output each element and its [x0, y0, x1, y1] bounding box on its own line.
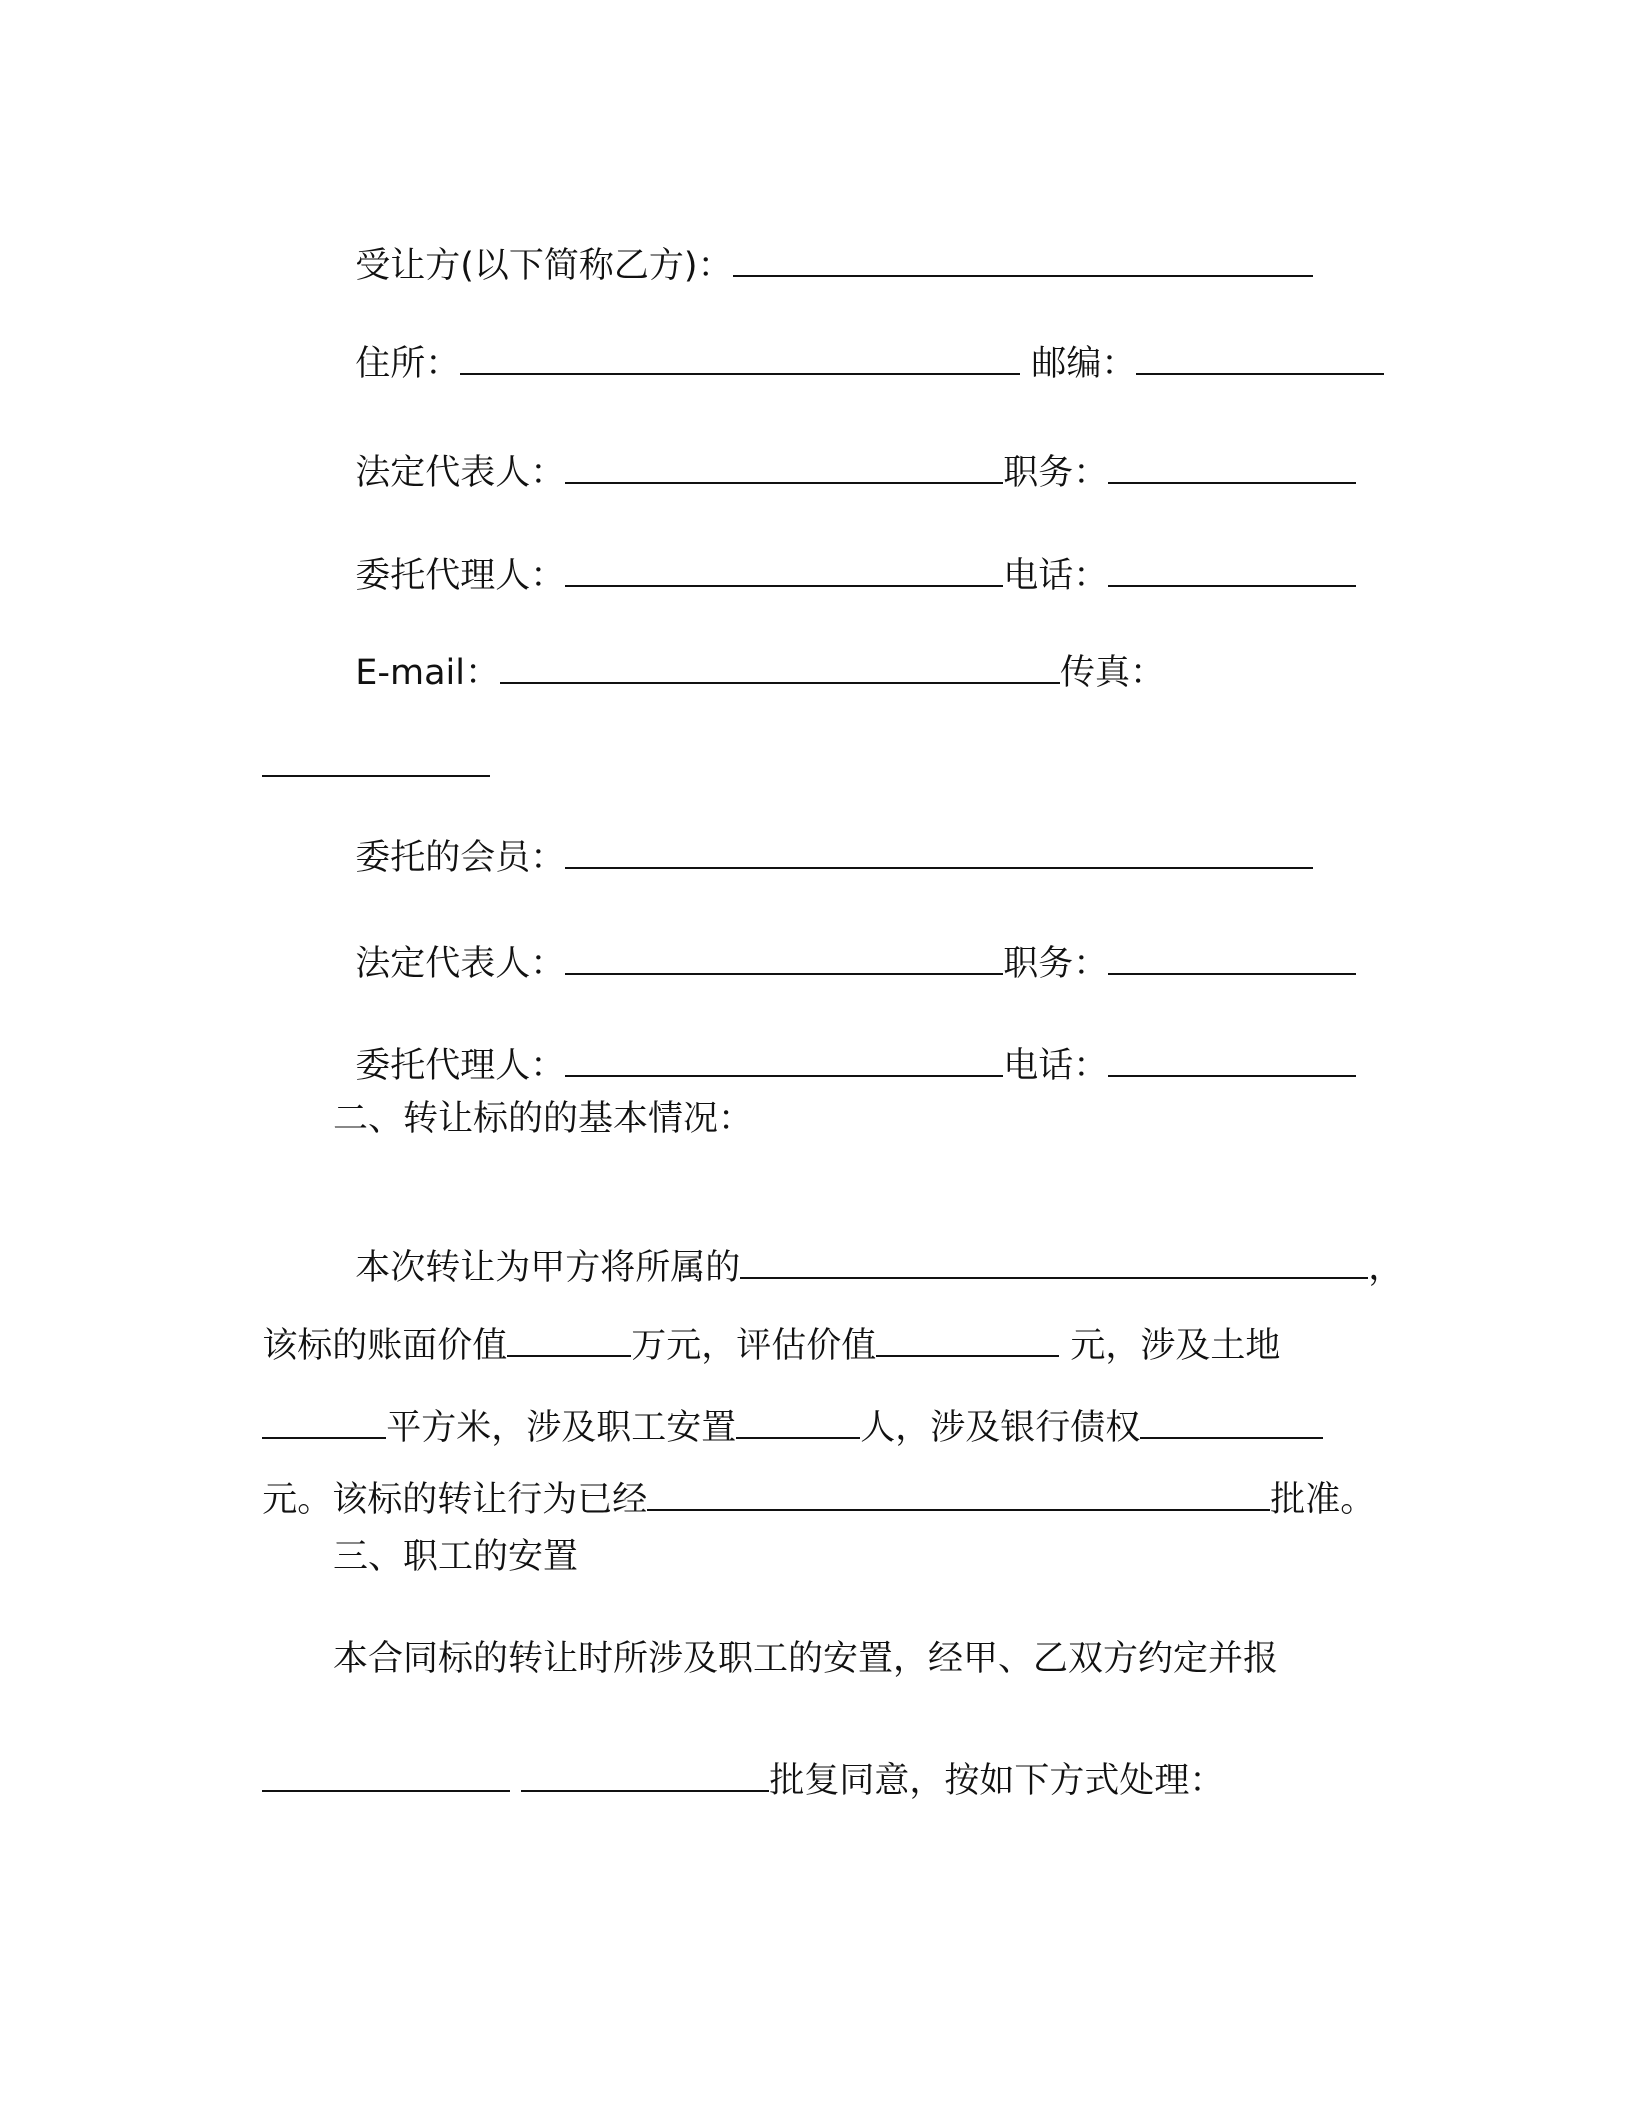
approval-label: 元。该标的转让行为已经 [262, 1480, 648, 1520]
staff-label: 平方米，涉及职工安置 [386, 1408, 737, 1448]
party-b-name-line [333, 200, 1313, 288]
member-label: 委托的会员： [355, 838, 566, 878]
section2-p4 [240, 1434, 1375, 1522]
member-line [333, 792, 1313, 880]
transfer-object-field[interactable] [740, 1247, 1368, 1279]
member-agent-line [333, 1000, 1356, 1088]
appraised-value-field[interactable] [876, 1325, 1059, 1357]
report-authority-field-2[interactable] [521, 1760, 769, 1792]
section2-p1 [333, 1202, 1403, 1290]
member-legal-rep-label: 法定代表人： [355, 944, 566, 984]
email-field[interactable] [500, 652, 1060, 684]
section2-p1-comma: ， [1368, 1248, 1404, 1288]
address-label: 住所： [355, 344, 461, 384]
legal-rep-line [333, 407, 1356, 495]
phone-label: 电话： [1003, 556, 1109, 596]
postcode-field[interactable] [1136, 343, 1384, 375]
section3-p1: 本合同标的转让时所涉及职工的安置，经甲、乙双方约定并报 [333, 1639, 1279, 1679]
land-label: 元，涉及土地 [1059, 1326, 1281, 1366]
email-label: E-mail： [355, 653, 500, 693]
section3-p2 [240, 1715, 1224, 1803]
bank-claim-label: 人，涉及银行债权 [860, 1408, 1141, 1448]
book-value-label: 该标的账面价值 [262, 1326, 508, 1366]
section3-p2-tail: 批复同意，按如下方式处理： [769, 1761, 1225, 1801]
member-position-field[interactable] [1108, 943, 1356, 975]
report-authority-field-1[interactable] [262, 1760, 510, 1792]
section2-p1-text: 本次转让为甲方将所属的 [355, 1248, 741, 1288]
member-legal-rep-line [333, 898, 1356, 986]
agent-line [333, 510, 1356, 598]
position-field[interactable] [1108, 452, 1356, 484]
party-b-name-field[interactable] [733, 245, 1313, 277]
section2-heading: 二、转让标的的基本情况： [333, 1099, 754, 1139]
party-b-name-label: 受让方(以下简称乙方)： [355, 246, 733, 286]
member-position-label: 职务： [1003, 944, 1109, 984]
address-line [333, 298, 1384, 386]
agent-field[interactable] [565, 555, 1003, 587]
position-label: 职务： [1003, 453, 1109, 493]
phone-field[interactable] [1108, 555, 1356, 587]
legal-rep-label: 法定代表人： [355, 453, 566, 493]
member-phone-label: 电话： [1003, 1046, 1109, 1086]
member-legal-rep-field[interactable] [565, 943, 1003, 975]
member-field[interactable] [565, 837, 1313, 869]
fax-field[interactable] [262, 745, 490, 777]
member-agent-label: 委托代理人： [355, 1046, 566, 1086]
email-line [333, 607, 1165, 695]
legal-rep-field[interactable] [565, 452, 1003, 484]
postcode-label: 邮编： [1031, 344, 1137, 384]
address-field[interactable] [460, 343, 1020, 375]
member-phone-field[interactable] [1108, 1045, 1356, 1077]
fax-label: 传真： [1060, 653, 1166, 693]
fax-line [240, 700, 490, 788]
appraised-value-label: 万元，评估价值 [631, 1326, 877, 1366]
agent-label: 委托代理人： [355, 556, 566, 596]
member-agent-field[interactable] [565, 1045, 1003, 1077]
section2-p2 [240, 1280, 1280, 1368]
section3-heading: 三、职工的安置 [333, 1537, 579, 1577]
approval-tail: 批准。 [1270, 1480, 1376, 1520]
book-value-field[interactable] [507, 1325, 631, 1357]
approval-authority-field[interactable] [647, 1479, 1270, 1511]
